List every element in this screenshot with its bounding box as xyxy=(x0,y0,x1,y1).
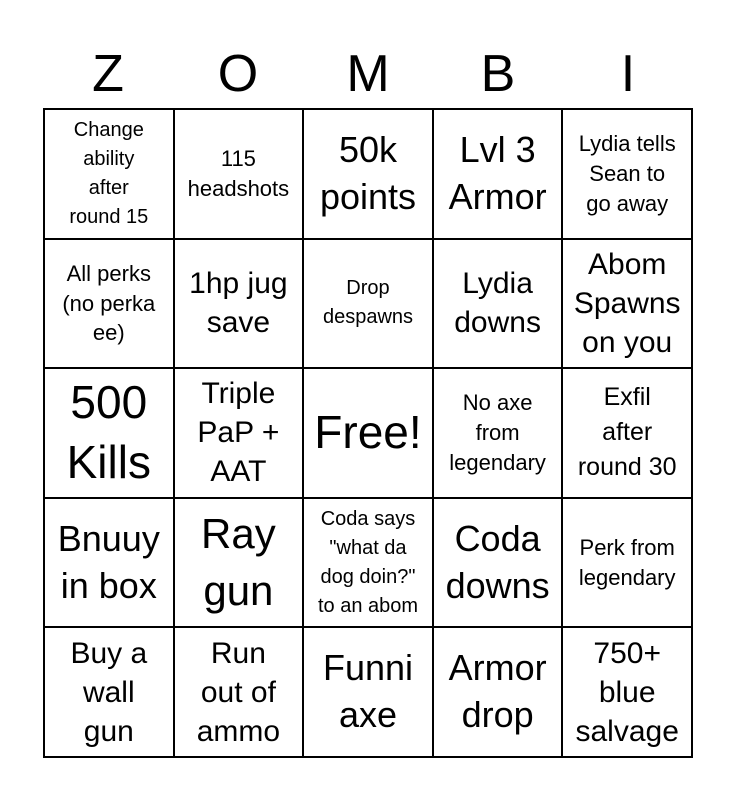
bingo-cell-7[interactable]: 1hp jug save xyxy=(174,239,304,369)
bingo-cell-2[interactable]: 115 headshots xyxy=(174,109,304,239)
header-letter-o: O xyxy=(217,45,259,103)
bingo-cell-23[interactable]: Funni axe xyxy=(303,627,433,757)
bingo-cell-11[interactable]: 500 Kills xyxy=(44,368,174,498)
bingo-cell-3[interactable]: 50k points xyxy=(303,109,433,239)
bingo-cell-6[interactable]: All perks (no perka ee) xyxy=(44,239,174,369)
bingo-cell-20[interactable]: Perk from legendary xyxy=(562,498,692,628)
bingo-grid xyxy=(43,108,693,758)
bingo-cell-18[interactable]: Coda says "what da dog doin?" to an abom xyxy=(303,498,433,628)
bingo-cell-17[interactable]: Ray gun xyxy=(174,498,304,628)
header-letter-m: M xyxy=(346,45,390,103)
bingo-cell-5[interactable]: Lydia tells Sean to go away xyxy=(562,109,692,239)
bingo-cell-15[interactable]: Exfil after round 30 xyxy=(562,368,692,498)
bingo-cell-19[interactable]: Coda downs xyxy=(433,498,563,628)
header-letter-z: Z xyxy=(92,45,124,103)
bingo-header xyxy=(43,40,693,108)
header-letter-i: I xyxy=(620,45,636,103)
bingo-cell-14[interactable]: No axe from legendary xyxy=(433,368,563,498)
bingo-cell-16[interactable]: Bnuuy in box xyxy=(44,498,174,628)
header-letter-b: B xyxy=(480,45,516,103)
bingo-cell-21[interactable]: Buy a wall gun xyxy=(44,627,174,757)
bingo-cell-12[interactable]: Triple PaP + AAT xyxy=(174,368,304,498)
bingo-cell-25[interactable]: 750+ blue salvage xyxy=(562,627,692,757)
bingo-cell-24[interactable]: Armor drop xyxy=(433,627,563,757)
bingo-cell-1[interactable]: Change ability after round 15 xyxy=(44,109,174,239)
bingo-cell-8[interactable]: Drop despawns xyxy=(303,239,433,369)
bingo-cell-9[interactable]: Lydia downs xyxy=(433,239,563,369)
bingo-cell-4[interactable]: Lvl 3 Armor xyxy=(433,109,563,239)
bingo-cell-10[interactable]: Abom Spawns on you xyxy=(562,239,692,369)
free-space-cell[interactable]: Free! xyxy=(303,368,433,498)
bingo-cell-22[interactable]: Run out of ammo xyxy=(174,627,304,757)
